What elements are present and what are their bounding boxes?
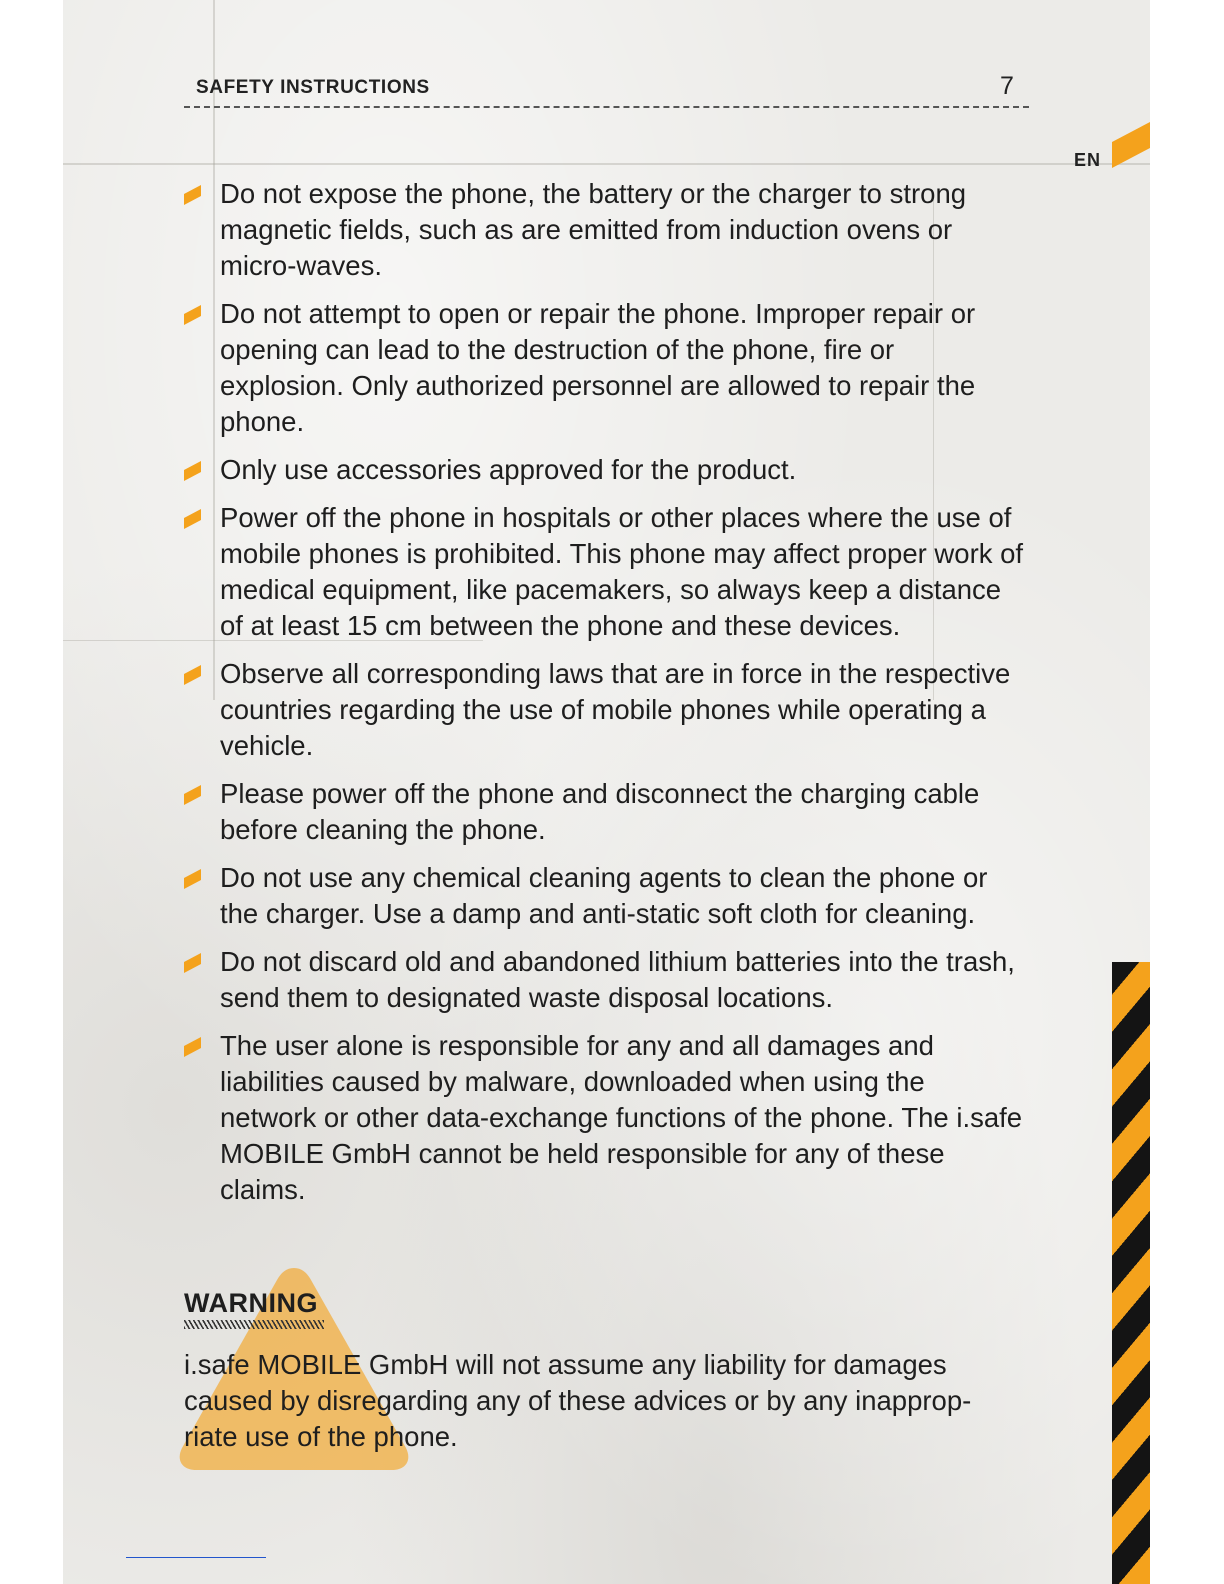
warning-text: i.safe MOBILE GmbH will not assume any liability for damages caused by disregarding any of these advices or by any inapprop-riate use of the phone. <box>184 1349 972 1452</box>
orange-bullet-icon <box>184 665 201 685</box>
orange-bullet-icon <box>184 461 201 481</box>
orange-bullet-icon <box>184 1037 201 1057</box>
orange-bullet-icon <box>184 305 201 325</box>
instruction-text: Do not discard old and abandoned lithium batteries into the trash, send them to designated waste disposal locations. <box>220 946 1015 1013</box>
language-tab-icon <box>1112 122 1150 168</box>
orange-bullet-icon <box>184 953 201 973</box>
warning-underline <box>184 1320 324 1329</box>
orange-bullet-icon <box>184 869 201 889</box>
instruction-text: Do not expose the phone, the battery or the charger to strong magnetic fields, such as are emitted from induction ovens or micro-waves. <box>220 178 967 281</box>
instruction-text: The user alone is responsible for any and all damages and liabilities caused by malware, downloaded when using the network or other data-exchange functions of the phone. The i.safe MOBILE GmbH cannot be held responsible for any of these claims. <box>220 1030 1023 1205</box>
background-texture-line <box>63 163 1150 165</box>
list-item <box>184 500 1024 644</box>
list-item <box>184 656 1024 764</box>
list-item <box>184 176 1024 284</box>
instruction-text: Observe all corresponding laws that are in force in the respective countries regarding the use of mobile phones while operating a vehicle. <box>220 658 1011 761</box>
list-item <box>184 776 1024 848</box>
instruction-text: Power off the phone in hospitals or other places where the use of mobile phones is prohibited. This phone may affect proper work of medical equipment, like pacemakers, so always keep a distance of at least 15 cm between the phone and these devices. <box>220 502 1024 641</box>
list-item <box>184 1028 1024 1208</box>
safety-instructions-list <box>184 176 1024 1220</box>
instruction-text: Do not attempt to open or repair the phone. Improper repair or opening can lead to the destruction of the phone, fire or explosion. Only authorized personnel are allowed to repair the phone. <box>220 298 976 437</box>
header-divider <box>184 106 1029 108</box>
orange-bullet-icon <box>184 509 201 529</box>
instruction-text: Only use accessories approved for the product. <box>220 454 797 485</box>
orange-bullet-icon <box>184 185 201 205</box>
warning-heading: WARNING <box>184 1288 318 1318</box>
language-label: EN <box>1074 150 1102 170</box>
list-item <box>184 860 1024 932</box>
list-item <box>184 944 1024 1016</box>
section-title: SAFETY INSTRUCTIONS <box>196 77 430 98</box>
instruction-text: Please power off the phone and disconnect the charging cable before cleaning the phone. <box>220 778 980 845</box>
list-item <box>184 452 1024 488</box>
instruction-text: Do not use any chemical cleaning agents to clean the phone or the charger. Use a damp and anti-static soft cloth for cleaning. <box>220 862 988 929</box>
page-number: 7 <box>1000 72 1014 100</box>
list-item <box>184 296 1024 440</box>
bottom-link-line <box>126 1557 266 1558</box>
orange-bullet-icon <box>184 785 201 805</box>
hazard-stripes <box>1112 962 1150 1584</box>
